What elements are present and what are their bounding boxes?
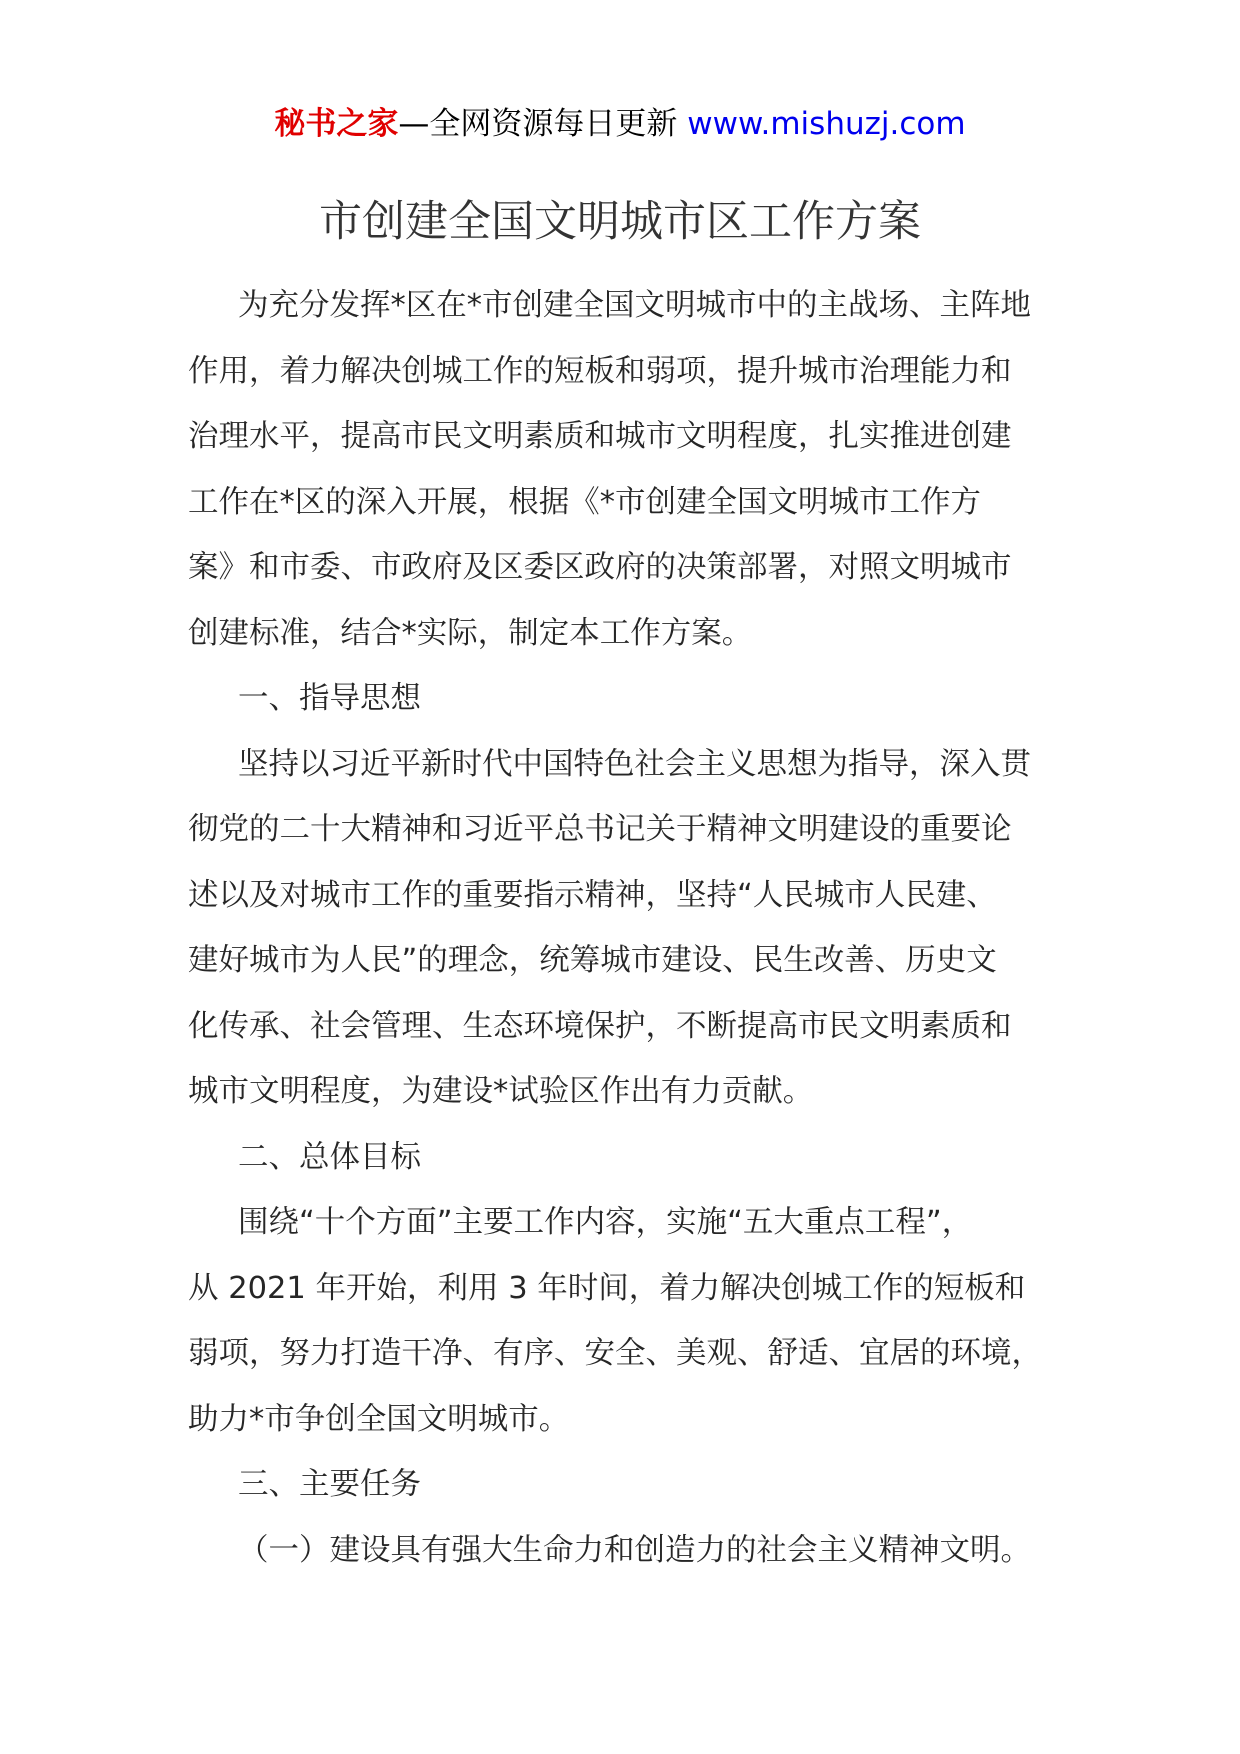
subsection-heading: （一）建设具有强大生命力和创造力的社会主义精神文明。 [238, 1532, 1031, 1568]
paragraph-line: 为充分发挥*区在*市创建全国文明城市中的主战场、主阵地 [238, 288, 1031, 323]
paragraph-line: 工作在*区的深入开展，根据《*市创建全国文明城市工作方 [188, 484, 981, 520]
paragraph-line: 作用，着力解决创城工作的短板和弱项，提升城市治理能力和 [188, 353, 1012, 389]
paragraph-line: 弱项，努力打造干净、有序、安全、美观、舒适、宜居的环境， [188, 1336, 1042, 1371]
paragraph-line: 创建标准，结合*实际，制定本工作方案。 [188, 615, 753, 651]
site-banner [0, 98, 1240, 150]
document-title: 市创建全国文明城市区工作方案 [319, 197, 921, 247]
paragraph-line: 化传承、社会管理、生态环境保护，不断提高市民文明素质和 [188, 1008, 1012, 1044]
banner-tagline: —全网资源每日更新 [398, 106, 688, 142]
section-heading: 二、总体目标 [238, 1139, 421, 1175]
paragraph-line: 治理水平，提高市民文明素质和城市文明程度，扎实推进创建 [188, 419, 1012, 454]
paragraph-line: 述以及对城市工作的重要指示精神，坚持“人民城市人民建、 [188, 877, 997, 913]
paragraph-line: 案》和市委、市政府及区委区政府的决策部署，对照文明城市 [188, 550, 1012, 585]
paragraph-line: 从 2021 年开始，利用 3 年时间，着力解决创城工作的短板和 [188, 1270, 1026, 1306]
section-heading: 三、主要任务 [238, 1467, 421, 1502]
paragraph-line: 彻党的二十大精神和习近平总书记关于精神文明建设的重要论 [188, 812, 1012, 847]
paragraph-line: 助力*市争创全国文明城市。 [188, 1401, 570, 1437]
document-body [188, 273, 1058, 1583]
banner-url-link[interactable]: www.mishuzj.com [687, 106, 966, 142]
paragraph-line: 建好城市为人民”的理念，统筹城市建设、民生改善、历史文 [188, 943, 997, 978]
paragraph-line: 围绕“十个方面”主要工作内容，实施“五大重点工程”， [238, 1205, 973, 1240]
paragraph-line: 城市文明程度，为建设*试验区作出有力贡献。 [188, 1074, 814, 1109]
section-heading: 一、指导思想 [238, 681, 421, 716]
paragraph-line: 坚持以习近平新时代中国特色社会主义思想为指导，深入贯 [238, 746, 1031, 782]
banner-brand: 秘书之家 [274, 106, 399, 142]
